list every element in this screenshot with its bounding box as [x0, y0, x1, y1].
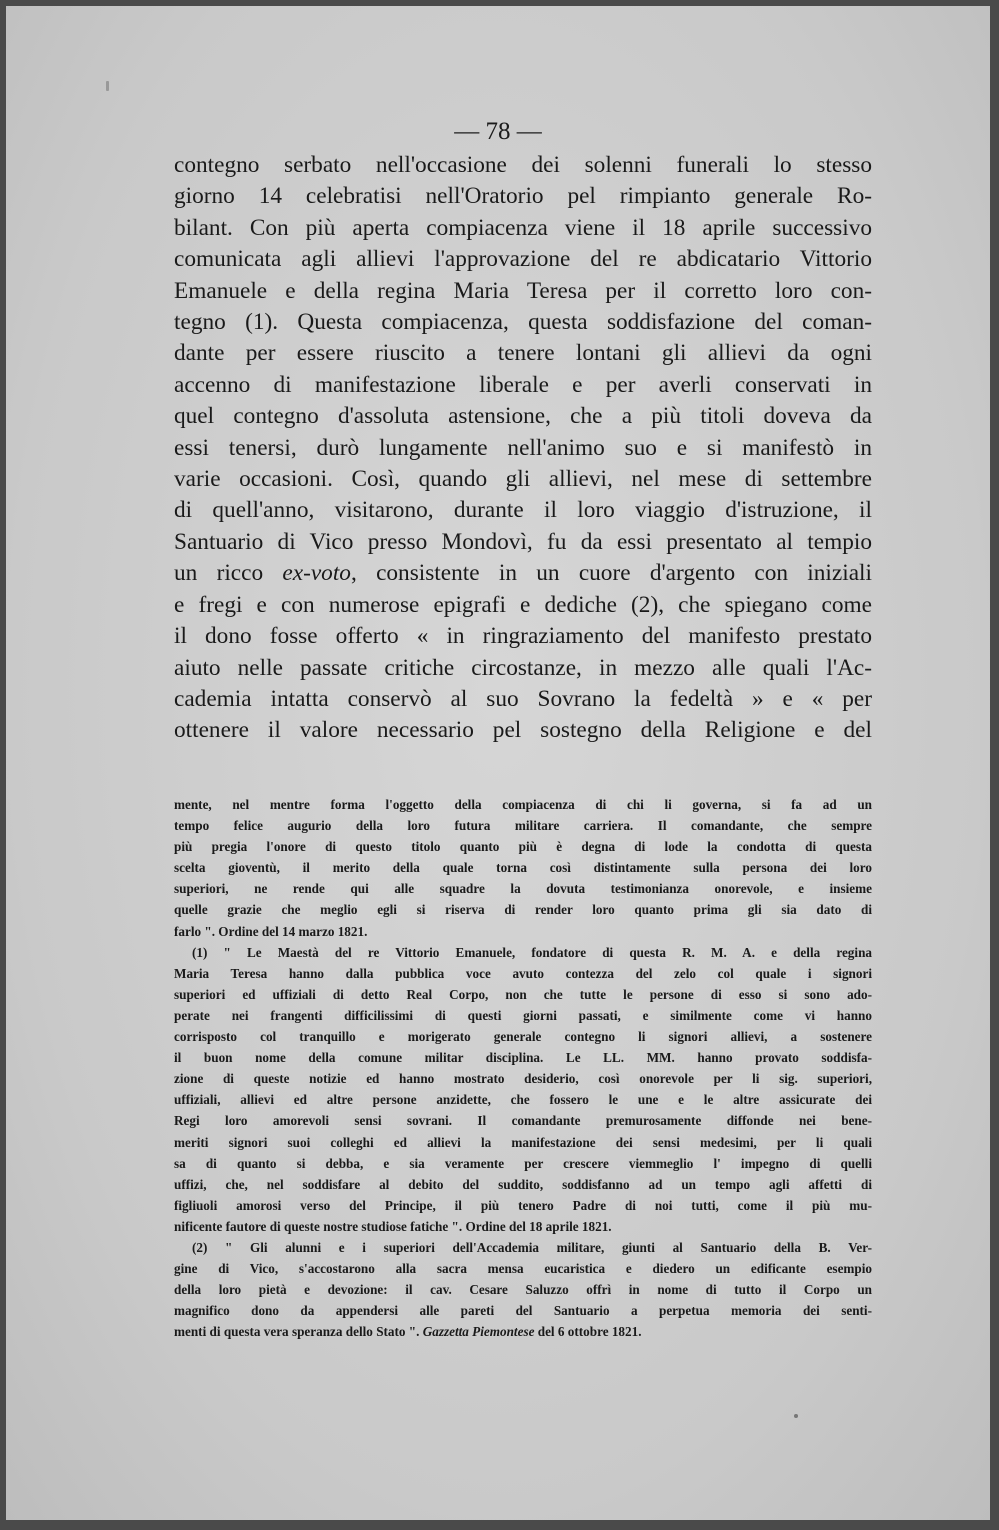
- main-line: bilant. Con più aperta compiacenza viene il 18 aprile successivo: [174, 214, 872, 241]
- main-line: Emanuele e della regina Maria Teresa per il corretto loro con-: [174, 277, 872, 304]
- footnote-line: superiori, ne rende qui alle squadre la dovuta testimonianza onorevole, e insieme: [174, 881, 872, 897]
- main-line: comunicata agli allievi l'approvazione del re abdicatario Vittorio: [174, 246, 872, 273]
- footnote-1: [174, 942, 872, 1237]
- main-line: tegno (1). Questa compiacenza, questa soddisfazione del coman-: [174, 309, 872, 336]
- footnote-line: meriti signori suoi colleghi ed allievi la manifestazione dei sensi medesimi, per li quali: [174, 1134, 872, 1150]
- footnotes: [174, 794, 872, 1342]
- main-line: varie occasioni. Così, quando gli allievi, nel mese di settembre: [174, 466, 872, 493]
- footnote-line: quelle grazie che meglio egli si riserva di render loro quanto prima gli sia dato di: [174, 902, 872, 918]
- footnote-line: gine di Vico, s'accostarono alla sacra mensa eucaristica e diedero un edificante esempio: [174, 1261, 872, 1277]
- main-line: contegno serbato nell'occasione dei solenni funerali lo stesso: [174, 152, 872, 178]
- footnote-line: mente, nel mentre forma l'oggetto della compiacenza di chi li governa, si fa ad un: [174, 797, 872, 812]
- footnote-line: uffiziali, allievi ed altre persone anzidette, che fossero le une e le altre assicurate dei: [174, 1092, 872, 1108]
- paper-speck: [794, 1414, 798, 1418]
- main-line-part: un ricco: [174, 560, 283, 587]
- footnote-line: Regi loro amorevoli sensi sovrani. Il comandante premurosamente diffonde nei bene-: [174, 1113, 872, 1129]
- footnote-line: il buon nome della comune militar disciplina. Le LL. MM. hanno provato soddisfa-: [174, 1050, 872, 1066]
- main-line: il dono fosse offerto « in ringraziamento del manifesto prestato: [174, 623, 872, 650]
- footnote-line: tempo felice augurio della loro futura militare carriera. Il comandante, che sempre: [174, 818, 872, 834]
- main-line-part: , consistente in un cuore d'argento con iniziali: [350, 560, 872, 587]
- main-line: [174, 558, 872, 589]
- footnote-line-part: menti di questa vera speranza dello Stato ".: [174, 1324, 423, 1340]
- main-line: cademia intatta conservò al suo Sovrano la fedeltà » e « per: [174, 685, 872, 712]
- footnote-line: zione di queste notizie ed hanno mostrato desiderio, così onorevole per li sig. superiori,: [174, 1071, 872, 1087]
- footnote-line: più pregia l'onore di questo titolo quanto più è degna di lode la condotta di questa: [174, 839, 872, 855]
- page-number: — 78 —: [454, 118, 542, 145]
- main-line: aiuto nelle passate critiche circostanze, in mezzo alle quali l'Ac-: [174, 654, 872, 681]
- gazzetta-piemontese-italic: Gazzetta Piemontese: [422, 1324, 535, 1340]
- footnote-continuation: [174, 794, 872, 942]
- main-line: Santuario di Vico presso Mondovì, fu da essi presentato al tempio: [174, 528, 872, 555]
- main-line: ottenere il valore necessario pel sostegno della Religione e del: [174, 717, 872, 744]
- footnote-line: della loro pietà e devozione: il cav. Cesare Saluzzo offrì in nome di tutto il Corpo un: [174, 1282, 872, 1298]
- main-line: essi tenersi, durò lungamente nell'animo suo e si manifestò in: [174, 434, 872, 461]
- footnote-2: [174, 1237, 872, 1342]
- footnote-line: corrisposto col tranquillo e morigerato generale contegno li signori allievi, a sostenere: [174, 1029, 872, 1045]
- main-line: dante per essere riuscito a tenere lontani gli allievi da ogni: [174, 340, 872, 367]
- main-line: accenno di manifestazione liberale e per averli conservati in: [174, 371, 872, 398]
- footnote-line: perate nei frangenti difficilissimi di questi giorni passati, e similmente come vi hanno: [174, 1007, 872, 1023]
- footnote-line: farlo ". Ordine del 14 marzo 1821.: [174, 923, 368, 939]
- main-line: e fregi e con numerose epigrafi e dediche (2), che spiegano come: [174, 591, 872, 618]
- footnote-line: figliuoli amorosi verso del Principe, il più tenero Padre di noi tutti, come il più mu-: [174, 1197, 872, 1213]
- footnote-line: (2) " Gli alunni e i superiori dell'Accademia militare, giunti al Santuario della B. Ver-: [192, 1239, 872, 1255]
- footnote-line-part: del 6 ottobre 1821.: [534, 1324, 642, 1340]
- main-line: quel contegno d'assoluta astensione, che a più titoli doveva da: [174, 403, 872, 430]
- main-line: di quell'anno, visitarono, durante il loro viaggio d'istruzione, il: [174, 497, 872, 524]
- ex-voto-italic: ex-voto: [282, 560, 351, 587]
- footnote-line: (1) " Le Maestà del re Vittorio Emanuele, fondatore di questa R. M. A. e della regina: [192, 944, 872, 960]
- footnote-line: sa di quanto si debba, e sia veramente per crescere viemmeglio l' impegno di quelli: [174, 1155, 872, 1171]
- paper-speck: [106, 81, 109, 91]
- footnote-line: Maria Teresa hanno dalla pubblica voce avuto contezza del zelo col quale i signori: [174, 965, 872, 981]
- main-text: [174, 150, 872, 747]
- footnote-line: superiori ed uffiziali di detto Real Corpo, non che tutte le persone di esso si sono ado-: [174, 986, 872, 1002]
- footnote-line: nificente fautore di queste nostre studiose fatiche ". Ordine del 18 aprile 1821.: [174, 1218, 612, 1234]
- footnote-line: magnifico dono da appendersi alle pareti del Santuario a perpetua memoria dei senti-: [174, 1303, 872, 1319]
- footnote-line: [174, 1321, 872, 1342]
- footnote-line: uffizi, che, nel soddisfare al debito del suddito, soddisfanno ad un tempo agli affetti di: [174, 1176, 872, 1192]
- scanned-page: [6, 6, 990, 1520]
- footnote-line: scelta gioventù, il merito della quale torna così distintamente sulla persona dei loro: [174, 860, 872, 876]
- main-line: giorno 14 celebratisi nell'Oratorio pel rimpianto generale Ro-: [174, 183, 872, 210]
